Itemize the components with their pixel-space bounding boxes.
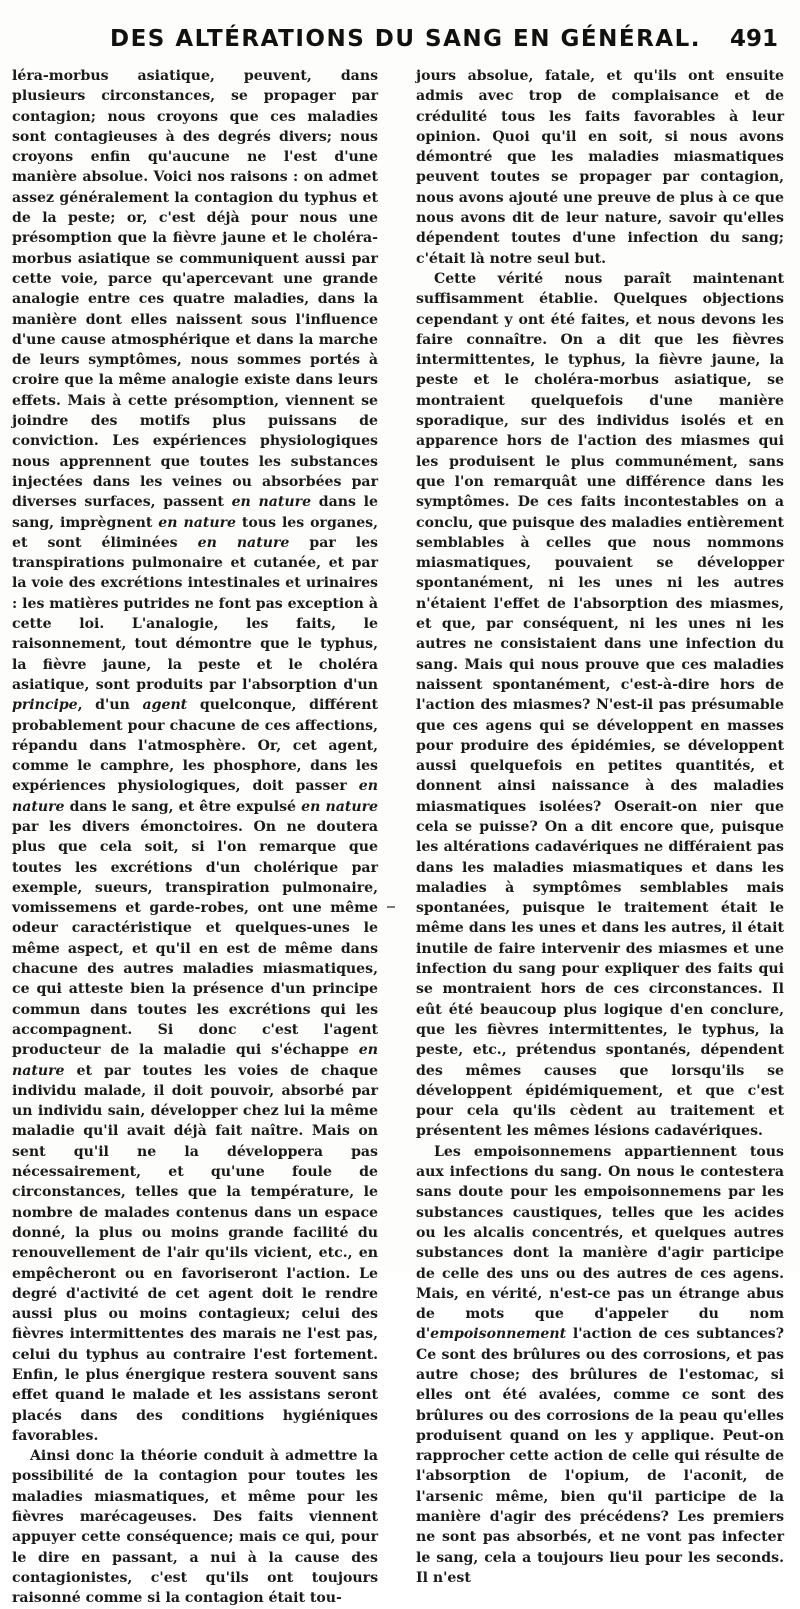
right-column [416,66,784,1588]
page-number: 491 [729,26,778,52]
text-run: dans le sang, imprègnent [12,494,378,531]
text-run: tous les organes, et sont éliminées [12,514,379,551]
right-paragraph-2: Cette vérité nous paraît maintenant suffisamment établie. Quelques objections cependant y ont été faites, et nous devons les faire connaître. On a dit que les fièvres intermittentes, le typhus, la fièvre jaune, la peste et le choléra-morbus asiatique, se montraient quelquefois d'une manière sporadique, sur des individus isolés et en apparence hors de l'action des miasmes qui les produisent le plus communément, sans que l'on remarquât une différence dans les symptômes. De ces faits incontestables on a conclu, que puisque des maladies entièrement semblables à celles que nous nommons miasmatiques, pouvaient se développer spontanément, ni les unes ni les autres n'étaient l'effet de l'absorption des miasmes, et que, par conséquent, ni les unes ni les autres ne consistaient dans une infection du sang. Mais qui nous prouve que ces maladies naissent spontanément, c'est-à-dire hors de l'action des miasmes? N'est-il pas présumable que ces agens qui se développent en masses pour produire des épidémies, se développent aussi quelquefois en petites quantités, et donnent ainsi naissance à des maladies miasmatiques isolées? Oserait-on nier que cela se puisse? On a dit encore que, puisque les altérations cadavériques ne différaient pas dans les maladies miasmatiques et dans les maladies à symptômes semblables mais spontanées, puisque le traitement était le même dans les unes et dans les autres, il était inutile de faire intervenir des miasmes et une infection du sang pour expliquer des faits qui se montraient hors de ces circonstances. Il eût été beaucoup plus logique d'en conclure, que les fièvres intermittentes, le typhus, la peste, etc., prétendus spontanés, dépendent des mêmes causes que lorsqu'ils se développent épidémiquement, et que c'est pour cela qu'ils cèdent au traitement et présentent les mêmes lésions cadavériques. [416,270,784,1140]
text-run: léra-morbus asiatique, peuvent, dans plusieurs circonstances, se propager par contagion; nous croyons que ces maladies sont contagieuses à des degrés divers; nous croyons enfin qu'aucune ne l'est d'une manière absolue. Voici nos raisons : on admet assez généralement la contagion du typhus et de la peste; or, c'est déjà pour nous une présomption que la fièvre jaune et le choléra-morbus asiatique se communiquent aussi par cette voie, parce qu'apercevant une grande analogie entre ces quatre maladies, dans la manière dont elles naissent sous l'influence d'une cause atmosphérique et dans la marche de leurs symptômes, nous sommes portés à croire que la même analogie existe dans leurs effets. Mais à cette présomption, viennent se joindre des motifs plus puissans de conviction. Les expériences physiologiques nous apprennent que toutes les substances injectées dans les veines ou absorbées par diverses surfaces, passent [12,68,378,511]
text-run: l'action de ces subtances? Ce sont des brûlures ou des corrosions, et pas autre chose; des brûlures de l'estomac, si elles ont été avalées, comme ce sont des brûlures ou des corrosions de la peau qu'elles produisent quand on les y applique. Peut-on rapprocher cette action de celle qui résulte de l'absorption de l'opium, de l'aconit, de l'arsenic même, bien qu'il participe de la manière d'agir des précédens? Les premiers ne sont pas absorbés, et ne vont pas infecter le sang, cela a toujours lieu pour les seconds. Il n'est [416,1326,784,1586]
italic-term: en nature [12,778,378,815]
text-run: , d'un [77,697,143,714]
italic-term: en nature [301,798,379,815]
gutter-mark [387,906,395,908]
text-run: quelconque, différent probablement pour chacune de ces affections, répandu dans l'atmosphère. Or, cet agent, comme le camphre, les phosphore, dans les expériences physiologiques, doit passer [12,697,378,795]
text-run: dans le sang, et être expulsé [64,798,302,815]
left-paragraph-1 [12,66,378,1446]
left-column [12,66,378,1609]
italic-term: empoisonnement [430,1326,567,1343]
running-title: DES ALTÉRATIONS DU SANG EN GÉNÉRAL. [110,26,701,52]
italic-term: en nature [197,534,290,551]
text-run: par les divers émonctoires. On ne doutera plus que cela soit, si l'on remarque que toutes les excrétions d'un cholérique par exemple, sueurs, transpiration pulmonaire, vomissemens et garde-robes, ont une même odeur caractéristique et quelques-unes le même aspect, et qu'il en est de même dans chacune des autres maladies miasmatiques, ce qui atteste bien la présence d'un principe commun dans toutes les excrétions qui les accompagnent. Si donc c'est l'agent producteur de la maladie qui s'échappe [12,818,378,1059]
right-paragraph-1: jours absolue, fatale, et qu'ils ont ensuite admis avec trop de complaisance et de crédulité tous les faits favorables à leur opinion. Quoi qu'il en soit, si nous avons démontré que les maladies miasmatiques peuvent toutes se propager par contagion, nous avons ajouté une preuve de plus à ce que nous avons dit de leur nature, savoir qu'elles dépendent toutes d'une infection du sang; c'était là notre seul but. [416,68,784,267]
italic-term: agent [142,697,188,714]
italic-term: principe [12,697,78,714]
italic-term: en nature [12,1042,378,1079]
right-paragraph-3 [416,1142,784,1589]
italic-term: en nature [231,494,312,511]
text-run: et par toutes les voies de chaque individu malade, il doit pouvoir, absorbé par un individu sain, développer chez lui la même maladie qu'il avait déjà fait naître. Mais on sent qu'il ne la développera pas nécessairement, et qu'une foule de circonstances, telles que la température, le nombre de malades contenus dans un espace donné, la plus ou moins grande facilité du renouvellement de l'air qu'ils vicient, etc., en empêcheront ou en favoriseront l'action. Le degré d'activité de cet agent doit le rendre aussi plus ou moins contagieux; celui des fièvres intermittentes des marais ne l'est pas, celui du typhus au contraire l'est fortement. Enfin, le plus énergique restera souvent sans effet quand le malade et les assistans seront placés dans des conditions hygiéniques favorables. [12,1062,378,1444]
text-run: par les transpirations pulmonaire et cutanée, et par la voie des excrétions intestinales et urinaires : les matières putrides ne font pas exception à cette loi. L'analogie, les faits, le raisonnement, tout démontre que le typhus, la fièvre jaune, la peste et le choléra asiatique, sont produits par l'absorption d'un [12,534,378,693]
left-paragraph-2: Ainsi donc la théorie conduit à admettre la possibilité de la contagion pour toutes les maladies miasmatiques, et même pour les fièvres marécageuses. Des faits viennent appuyer cette conséquence; mais ce qui, pour le dire en passant, a nui à la cause des contagionistes, c'est qu'ils ont toujours raisonné comme si la contagion était tou- [12,1448,378,1607]
italic-term: en nature [158,514,236,531]
text-run: Les empoisonnemens appartiennent tous aux infections du sang. On nous le contestera sans doute pour les empoisonnemens par les substances caustiques, telles que les acides ou les alcalis concentrés, et quelques autres substances dont la manière d'agir participe de celle des uns ou des autres de ces agens. Mais, en vérité, n'est-ce pas un étrange abus de mots que d'appeler du nom d' [416,1143,784,1343]
